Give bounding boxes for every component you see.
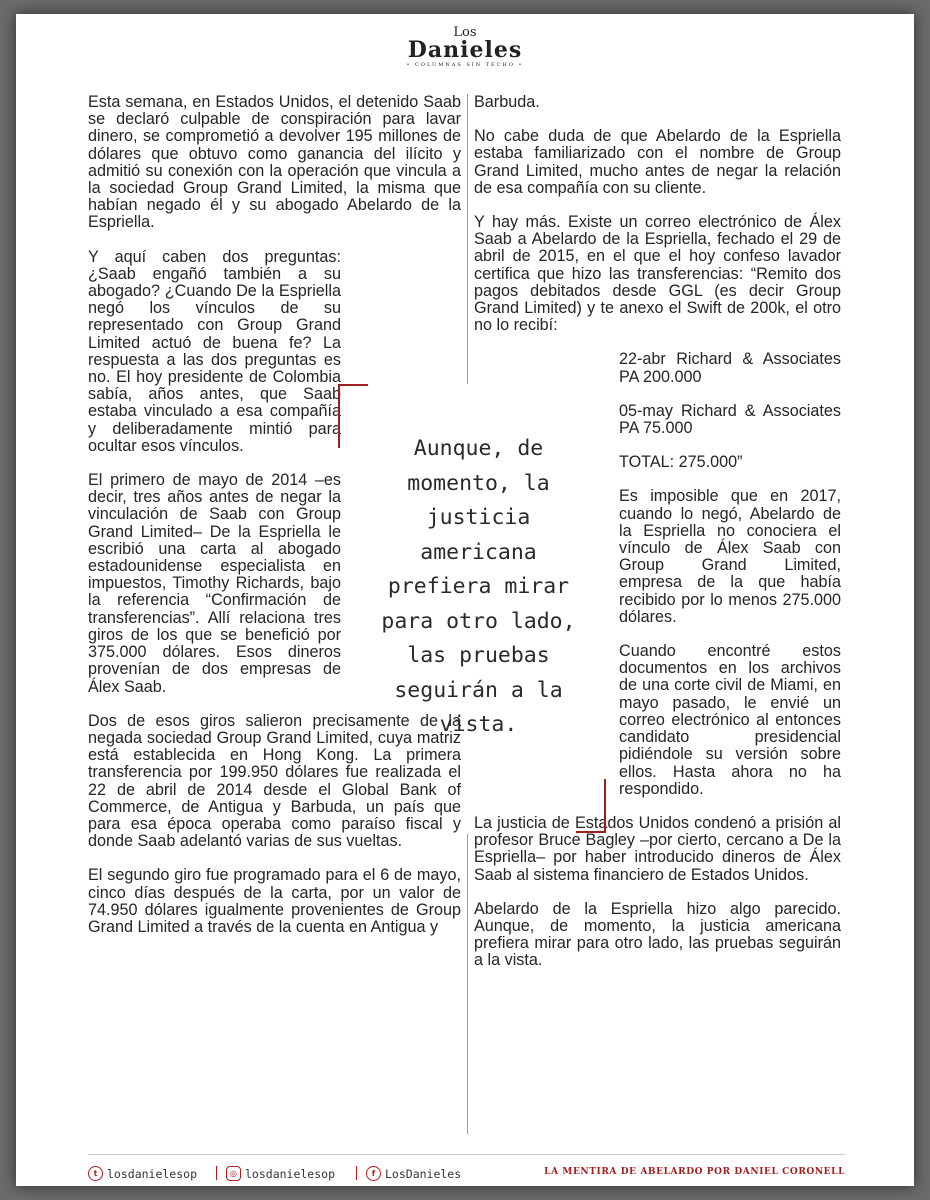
left-paragraph-5: El segundo giro fue programado para el 6 de mayo, cinco días después de la carta, por un valor de 74.950 dólares igualmente provenientes de Group Grand Limited a través de la cuenta en Antigua y: [88, 866, 461, 936]
footer-rule: [88, 1154, 845, 1155]
column-divider-bottom: [467, 834, 468, 1134]
column-divider-top: [467, 94, 468, 384]
right-paragraph-1: Barbuda.: [474, 93, 540, 111]
left-paragraph-4: Dos de esos giros salieron precisamente de la negada sociedad Group Grand Limited, cuya matriz está establecida en Hong Kong. La primera transferencia por 199.950 dólares fue realizada el 22 de abril de 2014 desde el Global Bank of Commerce, de Antigua y Barbuda, un país que para esa época operaba como paraíso fiscal y donde Saab adelantó varias de sus vueltas.: [88, 711, 461, 851]
instagram-handle-text: losdanielesop: [245, 1166, 336, 1181]
right-transfer-2: 05-may Richard & Associates PA 75.000: [619, 401, 841, 438]
article-credit: LA MENTIRA DE ABELARDO POR DANIEL CORONELL: [544, 1167, 845, 1177]
logo-line-danieles: Danieles: [407, 37, 523, 63]
facebook-icon: f: [366, 1166, 381, 1181]
right-paragraph-6: La justicia de Estados Unidos condenó a prisión al profesor Bruce Bagley –por cierto, cercano a De la Espriella– por haber introducido dineros de Álex Saab al sistema financiero de Estados Unidos.: [474, 813, 841, 884]
facebook-handle[interactable]: [366, 1166, 461, 1181]
footer-separator: [356, 1166, 357, 1180]
right-paragraph-2: No cabe duda de que Abelardo de la Espriella estaba familiarizado con el nombre de Group Grand Limited, mucho antes de negar la relación de esa compañía con su cliente.: [474, 127, 841, 197]
quote-bracket-top-left: [338, 384, 368, 448]
right-paragraph-5: Cuando encontré estos documentos en los archivos de una corte civil de Miami, en mayo pasado, le envié un correo electrónico al entonces candidato presidencial pidiéndole su versión sobre ellos. Hasta ahora no ha respondido.: [619, 642, 841, 798]
right-paragraph-3: Y hay más. Existe un correo electrónico de Álex Saab a Abelardo de la Espriella, fechado el 29 de abril de 2015, en el que el hoy confeso lavador certifica que hizo las transferencias: “Remito dos pagos debitados desde GGL (es decir Group Grand Limited) y te anexo el Swift de 200k, el otro no lo recibí:: [474, 213, 841, 335]
left-paragraph-1: Esta semana, en Estados Unidos, el detenido Saab se declaró culpable de conspiración para lavar dinero, se comprometió a devolver 195 millones de dólares que obtuvo como ganancia del ilícito y admitió su conexión con la operación que vincula a la sociedad Group Grand Limited, la misma que habían negado él y su abogado Abelardo de la Espriella.: [88, 93, 461, 232]
twitter-handle[interactable]: [88, 1166, 197, 1181]
left-paragraph-3: El primero de mayo de 2014 –es decir, tres años antes de negar la vinculación de Saab con Group Grand Limited– De la Espriella le escribió una carta al abogado estadounidense especialista en impuestos, Timothy Richards, bajo la referencia “Confirmación de transferencias”. Allí relaciona tres giros de los que se benefició por 375.000 dólares. Esos dineros provenían de dos empresas de Álex Saab.: [88, 471, 341, 696]
twitter-icon: t: [88, 1166, 103, 1181]
left-paragraph-2: Y aquí caben dos preguntas: ¿Saab engañó también a su abogado? ¿Cuando De la Espriella negó los vínculos de su representado con Group Grand Limited actuó de buena fe? La respuesta a las dos preguntas es no. El hoy presidente de Colombia sabía, años antes, que Saab estaba vinculado a esa compañía y deliberadamente mintió para ocultar esos vínculos.: [88, 247, 341, 455]
right-paragraph-7: Abelardo de la Espriella hizo algo parecido. Aunque, de momento, la justicia americana prefiera mirar para otro lado, las pruebas seguirán a la vista.: [474, 899, 841, 970]
instagram-handle[interactable]: [226, 1166, 335, 1181]
right-transfer-1: 22-abr Richard & Associates PA 200.000: [619, 350, 841, 386]
footer-separator: [216, 1166, 217, 1180]
right-paragraph-4: Es imposible que en 2017, cuando lo negó, Abelardo de la Espriella no conociera el vínculo de Álex Saab con Group Grand Limited, empresa de la que había recibido por lo menos 275.000 dólares.: [619, 487, 841, 626]
facebook-handle-text: LosDanieles: [385, 1166, 462, 1181]
masthead-logo: [16, 26, 914, 69]
pull-quote: Aunque, de momento, la justicia americana prefiera mirar para otro lado, las pruebas seguirán a la vista.: [381, 436, 576, 737]
footer: [88, 1166, 845, 1190]
logo-tagline: • COLUMNAS SIN TECHO •: [406, 62, 524, 68]
instagram-icon: ◎: [226, 1166, 241, 1181]
article-page: [16, 14, 914, 1186]
quote-bracket-bottom-right: [576, 779, 606, 833]
right-total: TOTAL: 275.000”: [619, 453, 743, 472]
twitter-handle-text: losdanielesop: [107, 1166, 198, 1181]
logo-line-los: Los: [453, 25, 477, 40]
